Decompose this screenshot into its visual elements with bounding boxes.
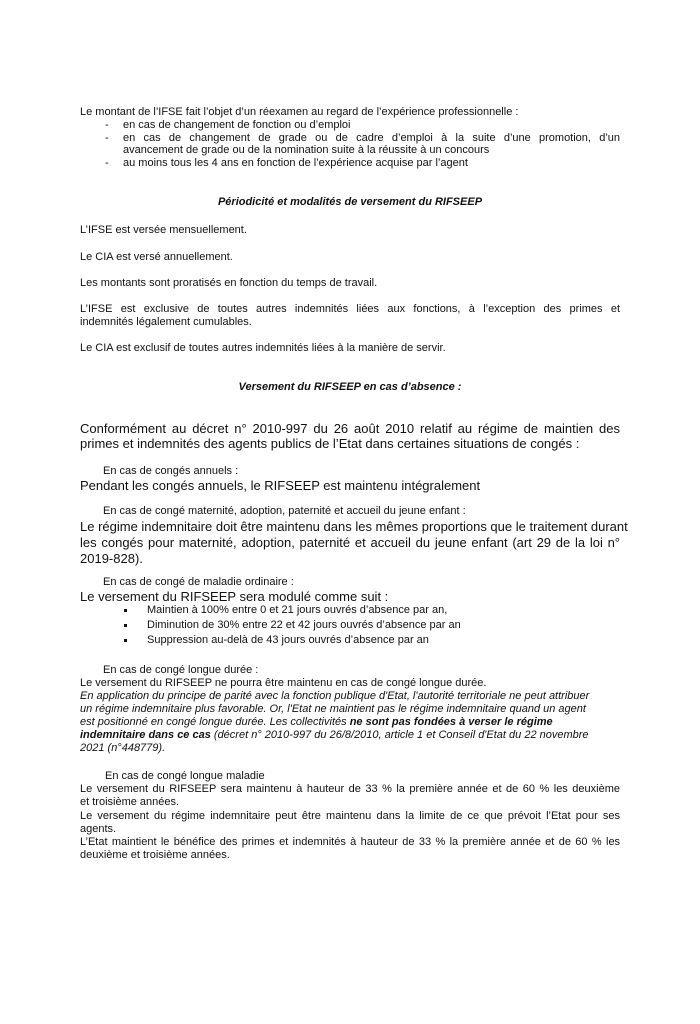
paragraph: Le versement du régime indemnitaire peut être maintenu dans la limite de ce que prévoit l’Etat pour ses [80,810,621,822]
list-item: en cas de changement de grade ou de cadre d’emploi à la suite d’une promotion, d’un [123,132,621,144]
italic-paragraph [80,716,553,729]
sub-heading: En cas de congé maternité, adoption, paternité et accueil du jeune enfant : [103,505,466,517]
ifse-review-intro: Le montant de l’IFSE fait l’objet d’un réexamen au regard de l’expérience professionnelle : [80,106,519,118]
paragraph-continuation: deuxième et troisième années. [80,849,230,861]
dash-bullet: - [105,157,109,169]
italic-paragraph: un régime indemnitaire plus favorable. Or, l'Etat ne maintient pas le régime indemnitaire quand un agent [80,703,586,715]
list-item: Diminution de 30% entre 22 et 42 jours ouvrés d’absence par an [147,619,461,631]
paragraph-continuation: primes et indemnités des agents publics de l’Etat dans certaines situations de congés : [80,436,580,451]
paragraph: Le versement du RIFSEEP sera maintenu à hauteur de 33 % la première année et de 60 % les deuxième [80,783,620,795]
paragraph: Le versement du RIFSEEP sera modulé comme suit : [80,589,389,604]
sub-heading: En cas de congés annuels : [103,465,239,477]
paragraph-continuation: indemnités légalement cumulables. [80,316,252,328]
list-item: en cas de changement de fonction ou d’emploi [123,119,351,131]
bold-italic-text: ne sont pas fondées à verser le régime [349,716,553,728]
section-heading: Périodicité et modalités de versement du RIFSEEP [217,196,483,208]
paragraph: les congés pour maternité, adoption, paternité et accueil du jeune enfant (art 29 de la loi n° [80,535,621,550]
italic-paragraph: 2021 (n°448779). [80,742,166,754]
square-bullet-icon [124,624,127,627]
list-item: au moins tous les 4 ans en fonction de l’expérience acquise par l’agent [123,157,468,169]
paragraph: L’IFSE est exclusive de toutes autres indemnités liées aux fonctions, à l’exception des primes et [80,303,621,315]
paragraph: Le régime indemnitaire doit être maintenu dans les mêmes proportions que le traitement durant [80,519,628,534]
paragraph-continuation: et troisième années. [80,796,180,808]
square-bullet-icon [124,639,127,642]
italic-text: (décret n° 2010-997 du 26/8/2010, article 1 et Conseil d'Etat du 22 novembre [210,729,589,741]
italic-paragraph [80,729,589,742]
list-item: Suppression au-delà de 43 jours ouvrés d’absence par an [147,634,429,646]
italic-text: est positionné en congé longue durée. Les collectivités [80,716,350,728]
paragraph-continuation: 2019-828). [80,551,143,566]
paragraph: Les montants sont proratisés en fonction du temps de travail. [80,277,378,289]
paragraph: Le versement du RIFSEEP ne pourra être maintenu en cas de congé longue durée. [80,677,487,689]
section-heading: Versement du RIFSEEP en cas d’absence : [238,381,462,393]
paragraph: L’Etat maintient le bénéfice des primes et indemnités à hauteur de 33 % la première année et de 60 % les [80,836,621,848]
sub-heading: En cas de congé longue durée : [103,664,259,676]
dash-bullet: - [105,132,109,144]
paragraph: Le CIA est exclusif de toutes autres indemnités liées à la manière de servir. [80,342,446,354]
list-item: Maintien à 100% entre 0 et 21 jours ouvrés d’absence par an, [147,604,448,616]
list-item-continuation: avancement de grade ou de la nomination suite à la réussite à un concours [123,144,490,156]
sub-heading: En cas de congé longue maladie [105,770,265,782]
bold-italic-text: indemnitaire dans ce cas [80,729,211,741]
paragraph: Conformément au décret n° 2010-997 du 26 août 2010 relatif au régime de maintien des [80,421,620,436]
sub-heading: En cas de congé de maladie ordinaire : [103,576,294,588]
paragraph-continuation: agents. [80,823,117,835]
italic-paragraph: En application du principe de parité avec la fonction publique d'Etat, l'autorité territoriale ne peut attribuer [80,690,590,702]
paragraph: Le CIA est versé annuellement. [80,251,233,263]
square-bullet-icon [124,609,127,612]
paragraph: Pendant les congés annuels, le RIFSEEP est maintenu intégralement [80,478,481,493]
dash-bullet: - [105,119,109,131]
paragraph: L’IFSE est versée mensuellement. [80,224,247,236]
